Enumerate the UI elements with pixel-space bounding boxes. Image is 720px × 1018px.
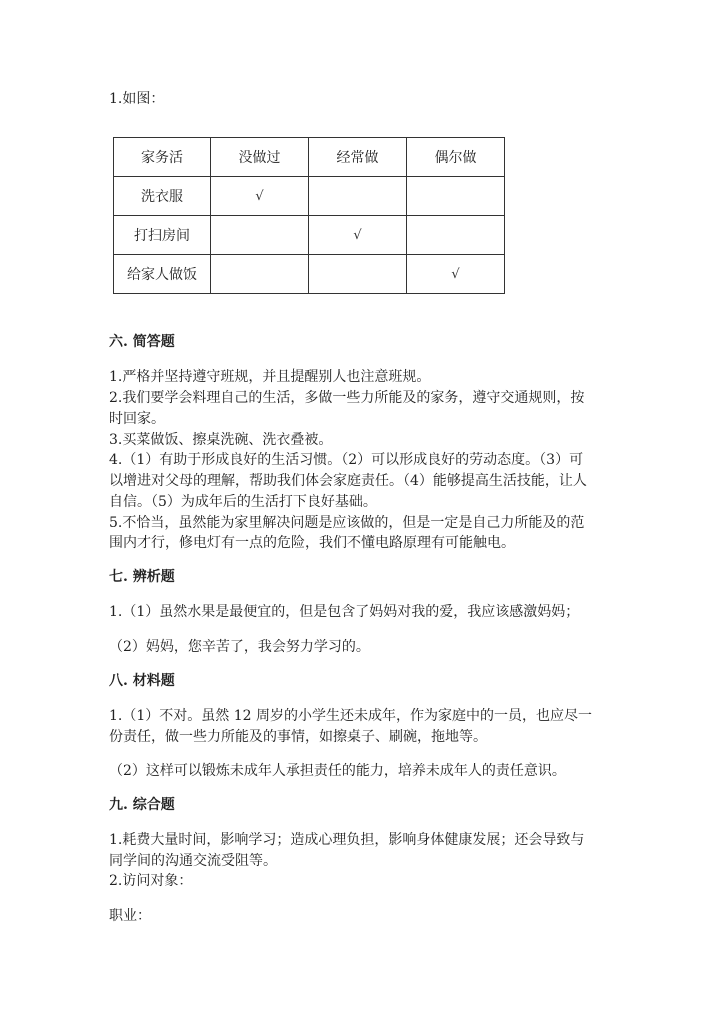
section-7-title: 七. 辨析题 (109, 569, 175, 585)
section-9-title: 九. 综合题 (109, 797, 175, 813)
check-mark: √ (353, 228, 362, 243)
check-cell (211, 255, 309, 294)
answer-line: 同学间的沟通交流受阻等。 (109, 853, 277, 869)
answer-line: 时回家。 (109, 411, 165, 427)
table-row (114, 177, 505, 216)
check-cell (309, 177, 407, 216)
answer-line: （2）妈妈，您辛苦了，我会努力学习的。 (109, 639, 370, 655)
answer-line: 自信。（5）为成年后的生活打下良好基础。 (109, 494, 377, 510)
check-mark: √ (255, 189, 264, 204)
check-mark: √ (451, 267, 460, 282)
answer-line: 份责任，做一些力所能及的事情，如擦桌子、刷碗，拖地等。 (109, 729, 487, 745)
section-6-title: 六. 简答题 (109, 334, 175, 350)
row-label: 打扫房间 (114, 216, 211, 255)
check-cell (309, 216, 407, 255)
check-cell (407, 177, 505, 216)
section-8-title: 八. 材料题 (109, 673, 175, 689)
table-row (114, 216, 505, 255)
answer-line: 5.不恰当，虽然能为家里解决问题是应该做的，但是一定是自己力所能及的范 (109, 515, 585, 531)
answer-line: 1.严格并坚持遵守班规，并且提醒别人也注意班规。 (109, 369, 431, 385)
check-cell (211, 177, 309, 216)
check-cell (407, 216, 505, 255)
answer-line: 2.访问对象： (109, 873, 193, 889)
answer-line: 围内才行，修电灯有一点的危险，我们不懂电路原理有可能触电。 (109, 535, 515, 551)
answer-line: 1.耗费大量时间，影响学习；造成心理负担，影响身体健康发展；还会导致与 (109, 832, 585, 848)
chores-table (113, 137, 505, 294)
check-cell (211, 216, 309, 255)
table-row (114, 255, 505, 294)
table-header-cell: 经常做 (309, 138, 407, 177)
answer-line: 1.（1）虽然水果是最便宜的，但是包含了妈妈对我的爱，我应该感激妈妈； (109, 604, 580, 620)
intro-text: 1.如图： (109, 91, 165, 107)
answer-line: （2）这样可以锻炼未成年人承担责任的能力，培养未成年人的责任意识。 (109, 763, 566, 779)
table-header-cell: 偶尔做 (407, 138, 505, 177)
answer-line: 职业： (109, 908, 151, 924)
check-cell (407, 255, 505, 294)
table-header-row (114, 138, 505, 177)
check-cell (309, 255, 407, 294)
table-header-cell: 没做过 (211, 138, 309, 177)
answer-line: 2.我们要学会料理自己的生活，多做一些力所能及的家务，遵守交通规则，按 (109, 390, 585, 406)
answer-line: 1.（1）不对。虽然 12 周岁的小学生还未成年，作为家庭中的一员，也应尽一 (109, 708, 592, 724)
answer-line: 4.（1）有助于形成良好的生活习惯。（2）可以形成良好的劳动态度。（3）可 (109, 452, 584, 468)
table-header-cell: 家务活 (114, 138, 211, 177)
row-label: 洗衣服 (114, 177, 211, 216)
row-label: 给家人做饭 (114, 255, 211, 294)
answer-line: 3.买菜做饭、擦桌洗碗、洗衣叠被。 (109, 432, 333, 448)
answer-line: 以增进对父母的理解，帮助我们体会家庭责任。（4）能够提高生活技能，让人 (109, 473, 587, 489)
